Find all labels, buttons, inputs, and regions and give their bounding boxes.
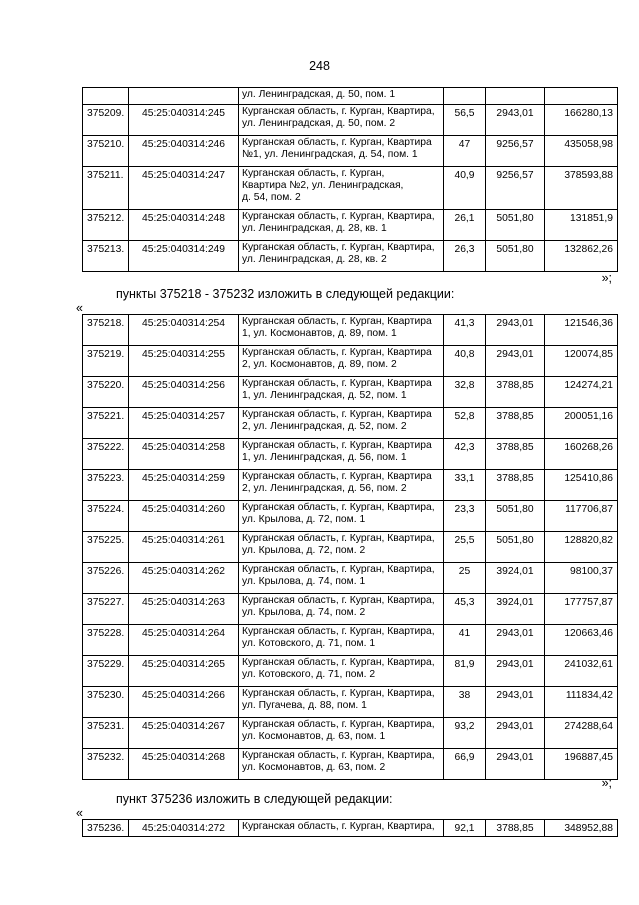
cadastral-number-cell: 45:25:040314:246 [129, 136, 239, 167]
area-cell: 52,8 [444, 408, 486, 439]
address-cell [239, 167, 444, 210]
address-line: Курганская область, г. Курган, Квартира, [242, 626, 435, 637]
rate-cell: 2943,01 [486, 625, 545, 656]
table-row [83, 532, 618, 563]
cadastral-number-cell: 45:25:040314:261 [129, 532, 239, 563]
cadastral-value-cell: 111834,42 [545, 687, 618, 718]
rate-cell: 3788,85 [486, 377, 545, 408]
table-row [83, 470, 618, 501]
table-row [83, 749, 618, 780]
area-cell: 40,9 [444, 167, 486, 210]
address-line: ул. Ленинградская, д. 50, пом. 2 [242, 118, 396, 129]
address-cell [239, 210, 444, 241]
address-line: Курганская область, г. Курган, Квартира [242, 316, 432, 327]
opening-quote-1: « [76, 301, 83, 315]
address-cell [239, 241, 444, 272]
row-number-cell: 375223. [83, 470, 129, 501]
address-cell [239, 470, 444, 501]
instruction-paragraph-1: пункты 375218 - 375232 изложить в следующей редакции: [116, 287, 455, 301]
rate-cell: 2943,01 [486, 105, 545, 136]
cadastral-number-cell: 45:25:040314:259 [129, 470, 239, 501]
cadastral-value-cell: 120074,85 [545, 346, 618, 377]
table-row [83, 625, 618, 656]
table-row [83, 820, 618, 837]
rate-cell: 2943,01 [486, 315, 545, 346]
rate-cell: 3924,01 [486, 594, 545, 625]
row-number-cell: 375229. [83, 656, 129, 687]
opening-quote-2: « [76, 806, 83, 820]
table-row [83, 105, 618, 136]
address-line: Курганская область, г. Курган, Квартира, [242, 719, 435, 730]
address-line: ул. Котовского, д. 71, пом. 1 [242, 638, 376, 649]
row-number-cell: 375232. [83, 749, 129, 780]
address-cell [239, 88, 444, 105]
address-line: Курганская область, г. Курган, Квартира, [242, 595, 435, 606]
closing-quote-2: »; [601, 776, 612, 790]
address-line: Курганская область, г. Курган, Квартира, [242, 211, 435, 222]
area-cell: 26,3 [444, 241, 486, 272]
address-cell [239, 346, 444, 377]
address-cell [239, 439, 444, 470]
table-row [83, 439, 618, 470]
property-table-2 [82, 314, 618, 780]
rate-cell: 5051,80 [486, 241, 545, 272]
cadastral-value-cell: 124274,21 [545, 377, 618, 408]
address-line: ул. Крылова, д. 74, пом. 1 [242, 576, 366, 587]
cadastral-value-cell: 160268,26 [545, 439, 618, 470]
rate-cell [486, 88, 545, 105]
rate-cell: 5051,80 [486, 532, 545, 563]
table-row [83, 687, 618, 718]
cadastral-number-cell: 45:25:040314:255 [129, 346, 239, 377]
address-line: 2, ул. Ленинградская, д. 52, пом. 2 [242, 421, 407, 432]
area-cell: 42,3 [444, 439, 486, 470]
address-line: 1, ул. Ленинградская, д. 56, пом. 1 [242, 452, 407, 463]
cadastral-value-cell: 348952,88 [545, 820, 618, 837]
address-line: Квартира №2, ул. Ленинградская, [242, 180, 404, 191]
address-line: Курганская область, г. Курган, Квартира, [242, 821, 435, 832]
area-cell: 81,9 [444, 656, 486, 687]
address-line: Курганская область, г. Курган, Квартира, [242, 750, 435, 761]
cadastral-value-cell: 241032,61 [545, 656, 618, 687]
address-line: Курганская область, г. Курган, Квартира, [242, 564, 435, 575]
table-row [83, 315, 618, 346]
cadastral-value-cell: 166280,13 [545, 105, 618, 136]
address-line: ул. Крылова, д. 72, пом. 2 [242, 545, 366, 556]
address-line: ул. Пугачева, д. 88, пом. 1 [242, 700, 367, 711]
address-line: Курганская область, г. Курган, Квартира, [242, 106, 435, 117]
address-cell [239, 377, 444, 408]
rate-cell: 9256,57 [486, 167, 545, 210]
row-number-cell: 375220. [83, 377, 129, 408]
area-cell: 92,1 [444, 820, 486, 837]
address-line: Курганская область, г. Курган, Квартира [242, 347, 432, 358]
address-line: Курганская область, г. Курган, Квартира, [242, 533, 435, 544]
cadastral-value-cell: 98100,37 [545, 563, 618, 594]
row-number-cell: 375231. [83, 718, 129, 749]
row-number-cell: 375213. [83, 241, 129, 272]
area-cell: 40,8 [444, 346, 486, 377]
rate-cell: 2943,01 [486, 656, 545, 687]
cadastral-number-cell: 45:25:040314:264 [129, 625, 239, 656]
cadastral-value-cell: 200051,16 [545, 408, 618, 439]
address-cell [239, 749, 444, 780]
table-row [83, 563, 618, 594]
cadastral-value-cell: 131851,9 [545, 210, 618, 241]
area-cell: 66,9 [444, 749, 486, 780]
address-line: Курганская область, г. Курган, Квартира, [242, 657, 435, 668]
address-cell [239, 687, 444, 718]
cadastral-number-cell: 45:25:040314:247 [129, 167, 239, 210]
cadastral-number-cell: 45:25:040314:256 [129, 377, 239, 408]
address-cell [239, 656, 444, 687]
rate-cell: 2943,01 [486, 346, 545, 377]
cadastral-number-cell: 45:25:040314:249 [129, 241, 239, 272]
area-cell: 56,5 [444, 105, 486, 136]
table-row [83, 718, 618, 749]
row-number-cell: 375236. [83, 820, 129, 837]
address-cell [239, 625, 444, 656]
address-line: Курганская область, г. Курган, Квартира [242, 378, 432, 389]
cadastral-number-cell: 45:25:040314:265 [129, 656, 239, 687]
area-cell: 47 [444, 136, 486, 167]
property-table-3 [82, 819, 618, 837]
cadastral-value-cell: 274288,64 [545, 718, 618, 749]
row-number-cell: 375210. [83, 136, 129, 167]
address-line: №1, ул. Ленинградская, д. 54, пом. 1 [242, 149, 418, 160]
area-cell: 32,8 [444, 377, 486, 408]
rate-cell: 3788,85 [486, 408, 545, 439]
address-line: Курганская область, г. Курган, Квартира [242, 409, 432, 420]
address-line: ул. Крылова, д. 72, пом. 1 [242, 514, 366, 525]
cadastral-value-cell: 378593,88 [545, 167, 618, 210]
cadastral-value-cell: 117706,87 [545, 501, 618, 532]
address-line: Курганская область, г. Курган, Квартира, [242, 502, 435, 513]
address-line: д. 54, пом. 2 [242, 192, 301, 203]
area-cell: 33,1 [444, 470, 486, 501]
address-cell [239, 105, 444, 136]
address-line: 1, ул. Ленинградская, д. 52, пом. 1 [242, 390, 407, 401]
address-line: ул. Ленинградская, д. 28, кв. 1 [242, 223, 387, 234]
area-cell: 25 [444, 563, 486, 594]
cadastral-number-cell: 45:25:040314:263 [129, 594, 239, 625]
cadastral-value-cell: 435058,98 [545, 136, 618, 167]
table-row [83, 346, 618, 377]
address-line: Курганская область, г. Курган, Квартира [242, 440, 432, 451]
address-cell [239, 408, 444, 439]
cadastral-number-cell [129, 88, 239, 105]
rate-cell: 3788,85 [486, 470, 545, 501]
rate-cell: 3924,01 [486, 563, 545, 594]
row-number-cell: 375218. [83, 315, 129, 346]
cadastral-number-cell: 45:25:040314:267 [129, 718, 239, 749]
table-row [83, 88, 618, 105]
row-number-cell: 375219. [83, 346, 129, 377]
address-line: 1, ул. Космонавтов, д. 89, пом. 1 [242, 328, 397, 339]
address-line: Курганская область, г. Курган, Квартира, [242, 242, 435, 253]
area-cell: 25,5 [444, 532, 486, 563]
cadastral-value-cell: 128820,82 [545, 532, 618, 563]
rate-cell: 5051,80 [486, 501, 545, 532]
cadastral-number-cell: 45:25:040314:248 [129, 210, 239, 241]
row-number-cell: 375226. [83, 563, 129, 594]
table-row [83, 501, 618, 532]
address-cell [239, 532, 444, 563]
cadastral-number-cell: 45:25:040314:262 [129, 563, 239, 594]
table-row [83, 377, 618, 408]
page-number: 248 [309, 59, 330, 73]
address-line: Курганская область, г. Курган, Квартира [242, 137, 432, 148]
address-cell [239, 820, 444, 837]
table-row [83, 594, 618, 625]
rate-cell: 9256,57 [486, 136, 545, 167]
address-line: ул. Ленинградская, д. 28, кв. 2 [242, 254, 387, 265]
closing-quote-1: »; [601, 271, 612, 285]
address-cell [239, 718, 444, 749]
area-cell: 23,3 [444, 501, 486, 532]
cadastral-number-cell: 45:25:040314:257 [129, 408, 239, 439]
row-number-cell: 375227. [83, 594, 129, 625]
table-row [83, 136, 618, 167]
cadastral-number-cell: 45:25:040314:245 [129, 105, 239, 136]
area-cell: 93,2 [444, 718, 486, 749]
rate-cell: 3788,85 [486, 820, 545, 837]
area-cell: 26,1 [444, 210, 486, 241]
rate-cell: 2943,01 [486, 687, 545, 718]
area-cell: 41,3 [444, 315, 486, 346]
address-cell [239, 315, 444, 346]
cadastral-value-cell: 132862,26 [545, 241, 618, 272]
row-number-cell: 375228. [83, 625, 129, 656]
address-cell [239, 594, 444, 625]
row-number-cell: 375222. [83, 439, 129, 470]
table-row [83, 210, 618, 241]
address-line: ул. Космонавтов, д. 63, пом. 2 [242, 762, 386, 773]
rate-cell: 5051,80 [486, 210, 545, 241]
area-cell: 45,3 [444, 594, 486, 625]
cadastral-value-cell [545, 88, 618, 105]
area-cell [444, 88, 486, 105]
address-line: 2, ул. Космонавтов, д. 89, пом. 2 [242, 359, 397, 370]
address-cell [239, 136, 444, 167]
address-line: ул. Космонавтов, д. 63, пом. 1 [242, 731, 386, 742]
row-number-cell: 375211. [83, 167, 129, 210]
address-line: Курганская область, г. Курган, Квартира, [242, 688, 435, 699]
address-line: Курганская область, г. Курган, Квартира [242, 471, 432, 482]
address-line: Курганская область, г. Курган, [242, 168, 385, 179]
address-cell [239, 563, 444, 594]
rate-cell: 3788,85 [486, 439, 545, 470]
address-line: 2, ул. Ленинградская, д. 56, пом. 2 [242, 483, 407, 494]
row-number-cell: 375230. [83, 687, 129, 718]
address-line: ул. Крылова, д. 74, пом. 2 [242, 607, 366, 618]
cadastral-number-cell: 45:25:040314:258 [129, 439, 239, 470]
cadastral-value-cell: 125410,86 [545, 470, 618, 501]
row-number-cell: 375221. [83, 408, 129, 439]
address-line: ул. Ленинградская, д. 50, пом. 1 [242, 89, 396, 100]
row-number-cell: 375212. [83, 210, 129, 241]
row-number-cell: 375224. [83, 501, 129, 532]
table-row [83, 241, 618, 272]
table-row [83, 408, 618, 439]
row-number-cell [83, 88, 129, 105]
row-number-cell: 375209. [83, 105, 129, 136]
cadastral-number-cell: 45:25:040314:260 [129, 501, 239, 532]
address-cell [239, 501, 444, 532]
row-number-cell: 375225. [83, 532, 129, 563]
cadastral-number-cell: 45:25:040314:268 [129, 749, 239, 780]
cadastral-value-cell: 177757,87 [545, 594, 618, 625]
cadastral-value-cell: 196887,45 [545, 749, 618, 780]
rate-cell: 2943,01 [486, 718, 545, 749]
area-cell: 38 [444, 687, 486, 718]
table-row [83, 656, 618, 687]
cadastral-value-cell: 120663,46 [545, 625, 618, 656]
cadastral-number-cell: 45:25:040314:266 [129, 687, 239, 718]
cadastral-number-cell: 45:25:040314:272 [129, 820, 239, 837]
address-line: ул. Котовского, д. 71, пом. 2 [242, 669, 376, 680]
property-table-1 [82, 87, 618, 272]
rate-cell: 2943,01 [486, 749, 545, 780]
cadastral-number-cell: 45:25:040314:254 [129, 315, 239, 346]
instruction-paragraph-2: пункт 375236 изложить в следующей редакции: [116, 792, 393, 806]
cadastral-value-cell: 121546,36 [545, 315, 618, 346]
area-cell: 41 [444, 625, 486, 656]
table-row [83, 167, 618, 210]
